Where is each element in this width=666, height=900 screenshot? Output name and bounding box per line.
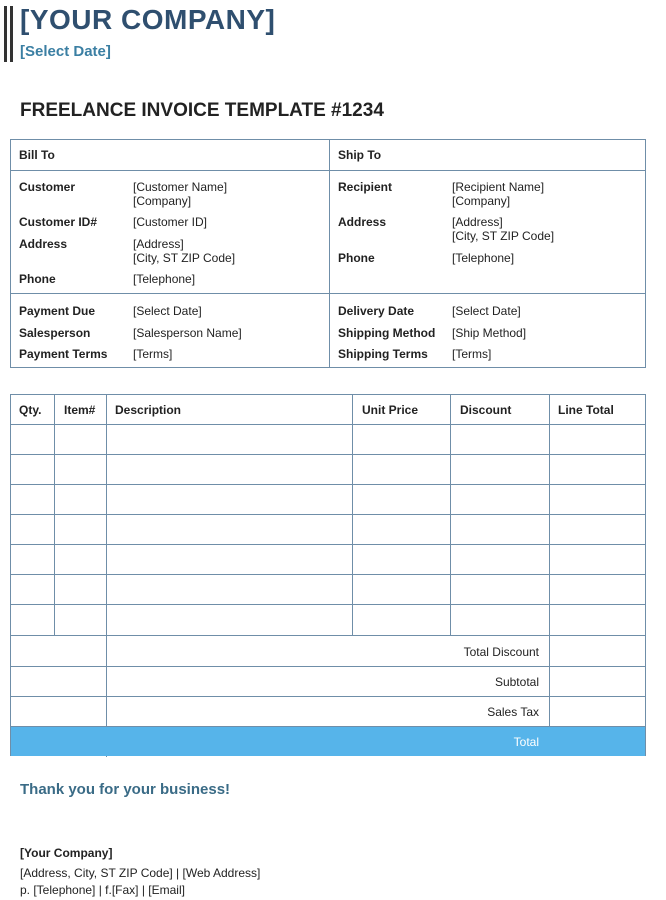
sales-tax-label: Sales Tax xyxy=(487,705,539,719)
payment-terms-label: Payment Terms xyxy=(19,347,108,361)
shipping-method-field[interactable]: [Ship Method] xyxy=(452,326,527,340)
delivery-date-label: Delivery Date xyxy=(338,304,415,318)
company-name: [YOUR COMPANY] xyxy=(20,4,276,35)
line-items-table xyxy=(10,394,646,756)
payment-due-label: Payment Due xyxy=(19,304,96,318)
footer-contact: p. [Telephone] | f.[Fax] | [Email] xyxy=(20,883,185,897)
bill-to-heading: Bill To xyxy=(19,148,55,162)
salesperson-field[interactable]: [Salesperson Name] xyxy=(133,326,242,340)
header-description: Description xyxy=(115,403,182,417)
subtotal-label: Subtotal xyxy=(494,675,539,689)
bill-address-label: Address xyxy=(19,237,68,251)
customer-name-field[interactable]: [Customer Name] xyxy=(133,180,228,194)
customer-id-field[interactable]: [Customer ID] xyxy=(133,215,208,229)
header-item-number: Item# xyxy=(64,403,96,417)
recipient-company-field[interactable]: [Company] xyxy=(452,194,511,208)
bill-phone-field[interactable]: [Telephone] xyxy=(133,272,196,286)
header-qty: Qty. xyxy=(19,403,42,417)
total-discount-label: Total Discount xyxy=(463,645,539,659)
footer-company: [Your Company] xyxy=(20,846,113,860)
document-title: FREELANCE INVOICE TEMPLATE #1234 xyxy=(20,100,384,121)
recipient-label: Recipient xyxy=(338,180,393,194)
header-line-total: Line Total xyxy=(558,403,614,417)
salesperson-label: Salesperson xyxy=(19,326,91,340)
bill-address-line2[interactable]: [City, ST ZIP Code] xyxy=(133,251,236,265)
ship-address-label: Address xyxy=(338,215,387,229)
delivery-date-field[interactable]: [Select Date] xyxy=(452,304,521,318)
header-discount: Discount xyxy=(460,403,512,417)
ship-address-line1[interactable]: [Address] xyxy=(452,215,503,229)
bill-address-line1[interactable]: [Address] xyxy=(133,237,184,251)
ship-to-heading: Ship To xyxy=(338,148,382,162)
billing-shipping-table xyxy=(10,139,646,368)
ship-phone-field[interactable]: [Telephone] xyxy=(452,251,515,265)
ship-phone-label: Phone xyxy=(338,251,375,265)
invoice-date[interactable]: [Select Date] xyxy=(20,43,111,60)
footer-address: [Address, City, ST ZIP Code] | [Web Address] xyxy=(20,866,261,880)
payment-terms-field[interactable]: [Terms] xyxy=(133,347,173,361)
total-label: Total xyxy=(513,735,539,749)
payment-due-field[interactable]: [Select Date] xyxy=(133,304,202,318)
thank-you-message: Thank you for your business! xyxy=(20,781,231,798)
customer-label: Customer xyxy=(19,180,76,194)
customer-id-label: Customer ID# xyxy=(19,215,98,229)
bill-phone-label: Phone xyxy=(19,272,56,286)
item-rows-area[interactable] xyxy=(11,425,645,635)
total-row xyxy=(11,727,645,756)
ship-address-line2[interactable]: [City, ST ZIP Code] xyxy=(452,229,555,243)
customer-company-field[interactable]: [Company] xyxy=(133,194,192,208)
recipient-name-field[interactable]: [Recipient Name] xyxy=(452,180,545,194)
header-unit-price: Unit Price xyxy=(362,403,419,417)
shipping-terms-label: Shipping Terms xyxy=(338,347,428,361)
shipping-method-label: Shipping Method xyxy=(338,326,436,340)
header-accent-bars xyxy=(4,6,14,62)
shipping-terms-field[interactable]: [Terms] xyxy=(452,347,492,361)
